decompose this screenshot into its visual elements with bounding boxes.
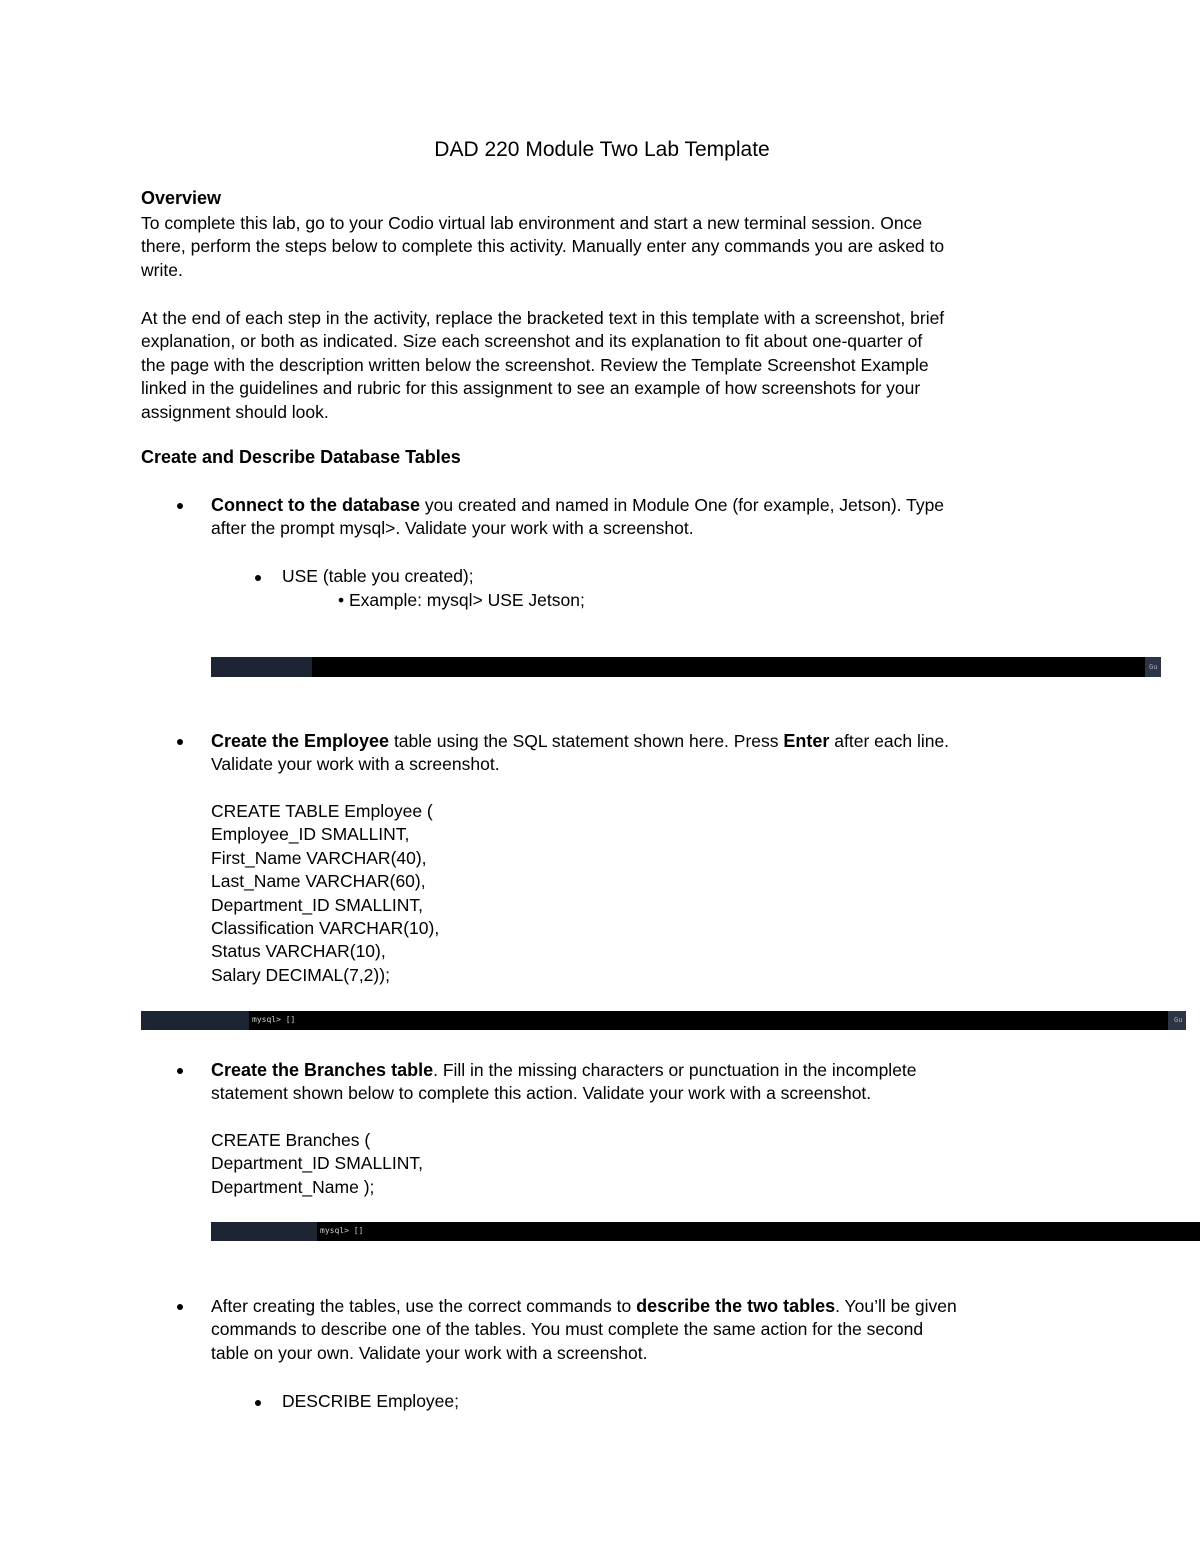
code-line: CREATE TABLE Employee ( (211, 801, 433, 821)
step1-example: • Example: mysql> USE Jetson; (338, 590, 585, 610)
terminal-screenshot-2 (141, 1011, 1186, 1030)
step2-enter-key: Enter (783, 731, 830, 751)
code-line: Salary DECIMAL(7,2)); (211, 964, 390, 985)
step1-text (211, 494, 944, 541)
step3-text (211, 1059, 917, 1106)
step2-bold: Create the Employee (211, 731, 390, 751)
terminal-sidebar (211, 657, 312, 677)
step1-bold: Connect to the database (211, 495, 421, 515)
terminal-screenshot-1 (211, 657, 1161, 677)
code-line: Classification VARCHAR(10), (211, 918, 440, 939)
step4-line1-rest: . You’ll be given (835, 1296, 957, 1316)
code-line: Last_Name VARCHAR(60), (211, 871, 426, 892)
code-line: Department_ID SMALLINT, (211, 894, 424, 915)
overview-paragraph-2 (141, 307, 944, 424)
step3-line1: . Fill in the missing characters or punctuation in the incomplete (433, 1060, 917, 1080)
terminal-sidebar (141, 1011, 249, 1030)
step4-line3: table on your own. Validate your work with a screenshot. (211, 1342, 648, 1363)
step4-text (211, 1295, 957, 1365)
code-line: Status VARCHAR(10), (211, 941, 386, 962)
code-line: Department_Name ); (211, 1176, 375, 1197)
overview-p2-line: assignment should look. (141, 401, 329, 422)
step1-line2: after the prompt mysql>. Validate your work with a screenshot. (211, 518, 694, 539)
step2-line2: Validate your work with a screenshot. (211, 754, 500, 775)
terminal-sidebar (211, 1222, 317, 1241)
overview-p1-line: To complete this lab, go to your Codio virtual lab environment and start a new terminal session. Once (141, 213, 923, 233)
step1-line1: you created and named in Module One (for example, Jetson). Type (420, 495, 945, 515)
bullet-icon (177, 739, 183, 745)
branches-sql-code (211, 1129, 423, 1199)
step3-line2: statement shown below to complete this action. Validate your work with a screenshot. (211, 1083, 872, 1104)
terminal-prompt: mysql> [] (320, 1226, 364, 1235)
overview-p2-line: linked in the guidelines and rubric for this assignment to see an example of how screenshots for your (141, 378, 921, 399)
overview-p2-line: the page with the description written below the screenshot. Review the Template Screenshot Example (141, 354, 929, 375)
step4-line2: commands to describe one of the tables. You must complete the same action for the second (211, 1319, 924, 1340)
bullet-icon (177, 1068, 183, 1074)
code-line: Employee_ID SMALLINT, (211, 824, 410, 845)
step4-line1-start: After creating the tables, use the correct commands to (211, 1296, 637, 1316)
step4-bold: describe the two tables (636, 1296, 836, 1316)
step1-sub-bullet: USE (table you created); (282, 566, 474, 586)
document-title: DAD 220 Module Two Lab Template (434, 138, 770, 161)
step2-line1-rest: after each line. (829, 731, 950, 751)
terminal-end-label: Gu (1149, 663, 1158, 671)
code-line: Department_ID SMALLINT, (211, 1153, 424, 1174)
bullet-icon (177, 1304, 183, 1310)
terminal-end-label: Gu (1174, 1016, 1183, 1024)
sub-bullet-icon (255, 575, 261, 581)
code-line: First_Name VARCHAR(40), (211, 847, 427, 868)
overview-paragraph-1 (141, 212, 944, 282)
sub-bullet-icon (255, 1400, 261, 1406)
section-heading: Create and Describe Database Tables (141, 447, 461, 467)
step3-bold: Create the Branches table (211, 1060, 434, 1080)
employee-sql-code (211, 800, 439, 987)
overview-p2-line: explanation, or both as indicated. Size each screenshot and its explanation to fit about one-quarter of (141, 331, 923, 352)
overview-p1-line: there, perform the steps below to complete this activity. Manually enter any commands you are asked to (141, 236, 945, 257)
overview-heading: Overview (141, 188, 222, 208)
step2-text (211, 730, 949, 777)
terminal-screenshot-3 (211, 1222, 1200, 1241)
overview-p2-line: At the end of each step in the activity, replace the bracketed text in this template with a screenshot, brief (141, 308, 945, 328)
overview-p1-line: write. (141, 259, 183, 280)
step2-line1-mid: table using the SQL statement shown here. Press (389, 731, 784, 751)
terminal-prompt: mysql> [] (252, 1015, 296, 1024)
code-line: CREATE Branches ( (211, 1130, 371, 1150)
step4-sub-bullet: DESCRIBE Employee; (282, 1391, 460, 1411)
bullet-icon (177, 503, 183, 509)
